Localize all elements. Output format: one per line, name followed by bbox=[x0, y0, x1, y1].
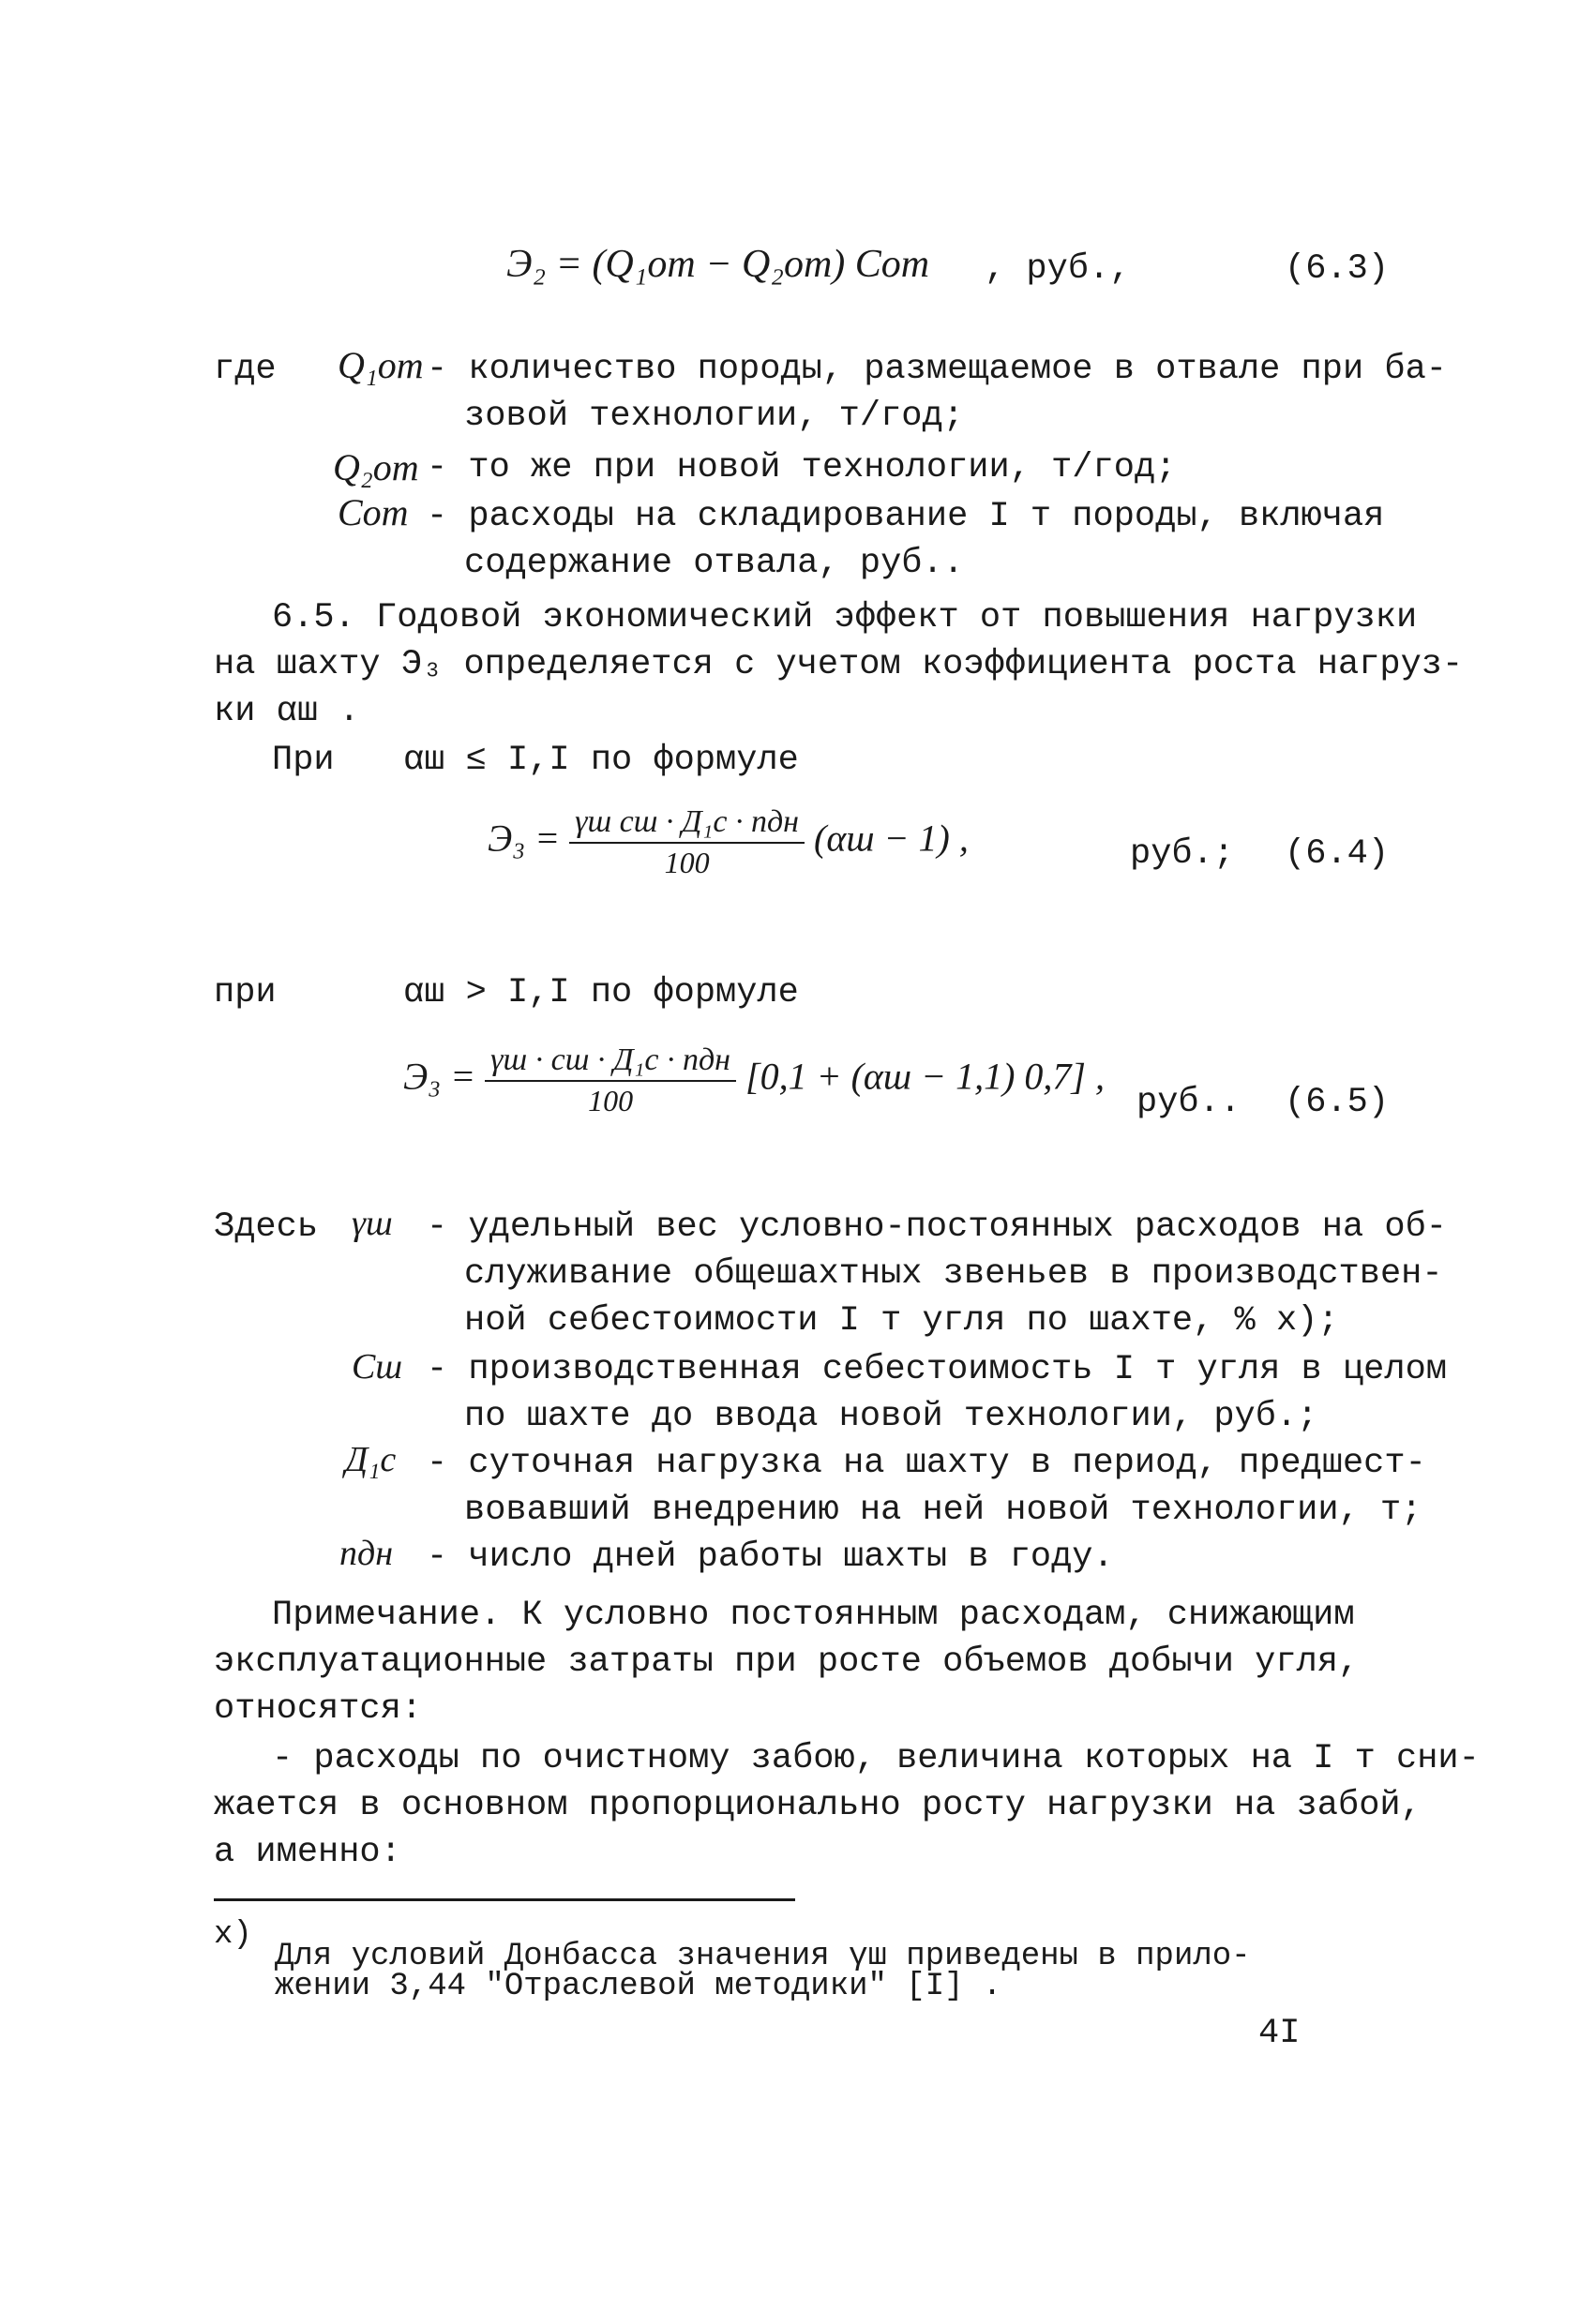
where-cot-line1: - расходы на складирование I т породы, включая bbox=[427, 497, 1385, 536]
case2-prefix: при bbox=[214, 973, 277, 1012]
here-d-line1: - суточная нагрузка на шахту в период, предшест- bbox=[427, 1444, 1426, 1483]
here-c-line1: - производственная себестоимость I т угля в целом bbox=[427, 1350, 1447, 1389]
here-gamma-line1: - удельный вес условно-постоянных расходов на об- bbox=[427, 1207, 1447, 1247]
note-line2: эксплуатационные затраты при росте объемов добычи угля, bbox=[214, 1642, 1360, 1682]
footnote-line2: жении 3,44 "Отраслевой методики" [I] . bbox=[275, 1969, 1002, 2004]
formula-6-4-number: (6.4) bbox=[1285, 834, 1390, 874]
footnote-rule bbox=[214, 1898, 795, 1901]
formula-6-4-fraction bbox=[569, 804, 805, 880]
formula-6-5-numerator: γш · cш · Д₁с · nдн bbox=[485, 1042, 736, 1082]
formula-6-5-lhs: Э₃ = bbox=[403, 1055, 476, 1098]
footnote-mark: x) bbox=[214, 1917, 252, 1953]
where-q1-line1: - количество породы, размещаемое в отвале при ба- bbox=[427, 350, 1447, 389]
para-6-5-line1: 6.5. Годовой экономический эффект от повышения нагрузки bbox=[272, 598, 1418, 637]
case2-condition: αш > I,I по формуле bbox=[403, 973, 799, 1012]
formula-6-3: Э₂ = (Q₁от − Q₂от) Cот bbox=[506, 243, 930, 286]
where-q2-line1: - то же при новой технологии, т/год; bbox=[427, 448, 1177, 487]
formula-6-4-denominator: 100 bbox=[664, 846, 710, 879]
here-gamma-line3: ной себестоимости I т угля по шахте, % x); bbox=[464, 1301, 1339, 1341]
where-sym-cot: Cот bbox=[338, 491, 409, 533]
page-number: 4I bbox=[1258, 2014, 1301, 2053]
where-q1-line2: зовой технологии, т/год; bbox=[464, 397, 964, 436]
para-6-5-line3: ки αш . bbox=[214, 692, 360, 731]
bullet-line3: а именно: bbox=[214, 1833, 401, 1872]
formula-6-4-numerator: γш cш · Д₁с · nдн bbox=[569, 804, 805, 844]
formula-6-5-denominator: 100 bbox=[588, 1084, 634, 1117]
para-6-5-line2: на шахту Э₃ определяется с учетом коэффициента роста нагруз- bbox=[214, 645, 1464, 684]
where-sym-q1: Q₁от bbox=[338, 344, 424, 386]
formula-6-3-unit: , руб., bbox=[985, 249, 1131, 289]
formula-6-4-unit: руб.; bbox=[1130, 834, 1235, 874]
here-sym-d: Д₁с bbox=[345, 1440, 397, 1479]
formula-6-5-fraction bbox=[485, 1042, 736, 1118]
here-n-line1: - число дней работы шахты в году. bbox=[427, 1537, 1114, 1577]
here-gamma-line2: служивание общешахтных звеньев в производствен- bbox=[464, 1254, 1443, 1294]
formula-6-5 bbox=[403, 1042, 1105, 1118]
formula-6-5-number: (6.5) bbox=[1285, 1083, 1390, 1122]
note-line1: Примечание. К условно постоянным расходам, снижающим bbox=[272, 1596, 1355, 1635]
bullet-line2: жается в основном пропорционально росту нагрузки на забой, bbox=[214, 1786, 1422, 1825]
here-sym-n: nдн bbox=[339, 1534, 394, 1573]
here-sym-gamma: γш bbox=[352, 1204, 393, 1243]
formula-6-3-number: (6.3) bbox=[1285, 249, 1390, 289]
where-sym-q2: Q₂от bbox=[333, 446, 419, 488]
where-cot-line2: содержание отвала, руб.. bbox=[464, 544, 964, 583]
formula-6-4 bbox=[488, 804, 969, 880]
bullet-line1: - расходы по очистному забою, величина которых на I т сни- bbox=[272, 1739, 1480, 1778]
note-line3: относятся: bbox=[214, 1689, 423, 1729]
formula-6-4-tail: (αш − 1) , bbox=[814, 817, 969, 860]
where-label: где bbox=[214, 350, 277, 389]
here-c-line2: по шахте до ввода новой технологии, руб.; bbox=[464, 1397, 1318, 1436]
case1-prefix: При bbox=[272, 741, 335, 780]
here-sym-c: Cш bbox=[352, 1347, 403, 1387]
formula-6-5-tail: [0,1 + (αш − 1,1) 0,7] , bbox=[745, 1055, 1105, 1098]
here-label: Здесь bbox=[214, 1207, 319, 1247]
case1-condition: αш ≤ I,I по формуле bbox=[403, 741, 799, 780]
here-d-line2: вовавший внедрению на ней новой технологии, т; bbox=[464, 1491, 1422, 1530]
formula-6-4-lhs: Э₃ = bbox=[488, 817, 561, 860]
footnote-line1: Для условий Донбасса значения γш приведены в прило- bbox=[275, 1939, 1251, 1974]
formula-6-5-unit: руб.. bbox=[1136, 1083, 1241, 1122]
